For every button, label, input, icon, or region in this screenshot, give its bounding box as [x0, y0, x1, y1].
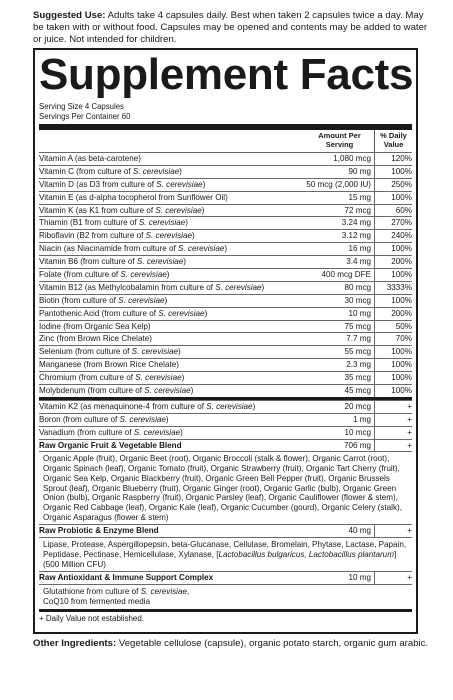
- nutrient-name: [39, 401, 305, 413]
- name-text: ): [202, 179, 206, 189]
- name-text: Niacin (as Niacinamide from culture of: [39, 244, 178, 254]
- name-text: Vitamin K (as K1 from culture of: [39, 205, 156, 215]
- nutrient-row: [39, 400, 412, 413]
- name-text: ): [190, 386, 194, 396]
- name-italic: S. cerevisiae: [138, 218, 186, 228]
- name-text: Vitamin D (as D3 from culture of: [39, 179, 157, 189]
- nutrient-name: [39, 230, 305, 242]
- nutrient-amount: 50 mcg (2,000 IU): [305, 179, 375, 191]
- nutrient-dv: 100%: [391, 270, 412, 280]
- nutrient-dv: 250%: [391, 179, 412, 189]
- nutrient-dv: 50%: [395, 321, 412, 331]
- nutrient-row: [39, 413, 412, 426]
- nutrient-dv: 120%: [391, 154, 412, 163]
- nutrient-dv: 100%: [391, 295, 412, 305]
- desc-italic: S. cerevisiae: [140, 587, 187, 597]
- name-italic: S. cerevisiae: [120, 270, 167, 280]
- name-italic: S. cerevisiae: [215, 282, 262, 292]
- nutrient-name: [39, 295, 305, 307]
- nutrient-name: [39, 153, 305, 165]
- name-text: ): [166, 270, 170, 280]
- nutrient-name: [39, 166, 305, 178]
- nutrient-amount: 2.3 mg: [305, 359, 375, 371]
- name-text: Vitamin E (as d-alpha tocopherol from Sunflower Oil): [39, 192, 228, 202]
- nutrient-name: [39, 308, 305, 320]
- nutrient-row: [39, 426, 412, 439]
- name-text: ): [201, 205, 205, 215]
- name-text: Thiamin (B1 from culture of: [39, 218, 139, 228]
- amount-header: Amount Per Serving: [305, 130, 375, 152]
- nutrient-amount: 35 mcg: [305, 372, 375, 384]
- name-text: ): [185, 218, 188, 228]
- nutrient-amount: 3.4 mg: [305, 256, 375, 268]
- blend-row: [39, 524, 412, 537]
- desc-italic: Lactobacillus bulgaricus, Lactobacillus plantarum: [218, 550, 394, 559]
- name-text: Biotin (from culture of: [39, 295, 119, 305]
- nutrient-amount: 7.7 mg: [305, 333, 375, 345]
- desc-text: CoQ10 from fermented media: [43, 597, 151, 606]
- nutrient-dv: 3333%: [386, 282, 412, 292]
- name-text: ): [261, 282, 265, 292]
- nutrient-row: [39, 320, 412, 333]
- nutrient-amount: 10 mg: [305, 308, 375, 320]
- nutrient-dv: 200%: [391, 257, 412, 267]
- nutrient-dv: +: [407, 526, 412, 536]
- nutrient-amount: 20 mcg: [305, 401, 375, 413]
- nutrient-row: [39, 332, 412, 345]
- name-text: ): [204, 308, 208, 318]
- nutrient-row: [39, 242, 412, 255]
- nutrient-dv: 100%: [391, 386, 412, 396]
- name-italic: S. cerevisiae: [155, 205, 202, 215]
- desc-text: Glutathione from culture of: [43, 587, 141, 597]
- suggested-use-label: Suggested Use:: [33, 10, 106, 21]
- nutrient-dv: 240%: [391, 231, 412, 241]
- name-text: Vanadium (from culture of: [39, 427, 134, 437]
- name-italic: S. cerevisiae: [136, 257, 184, 267]
- nutrient-amount: 3.24 mg: [305, 217, 375, 229]
- name-text: ): [179, 166, 182, 176]
- name-text: ): [252, 401, 256, 411]
- nutrient-amount: 45 mcg: [305, 385, 375, 397]
- nutrient-amount: 72 mcg: [305, 205, 375, 217]
- nutrient-amount: 40 mg: [305, 525, 375, 537]
- nutrient-dv: 100%: [391, 192, 412, 202]
- nutrient-name: Raw Probiotic & Enzyme Blend: [39, 526, 159, 536]
- desc-text: ] (500 Million CFU): [43, 550, 397, 569]
- nutrient-amount: 3.12 mg: [305, 230, 375, 242]
- nutrient-name: [39, 346, 305, 358]
- nutrient-name: [39, 205, 305, 217]
- nutrient-amount: 10 mg: [305, 572, 375, 584]
- nutrient-dv: 100%: [391, 360, 412, 370]
- name-text: Vitamin B12 (as Methylcobalamin from culture of: [39, 282, 216, 292]
- name-italic: S. cerevisiae: [132, 166, 180, 176]
- nutrient-row: [39, 165, 412, 178]
- nutrient-name: [39, 282, 305, 294]
- daily-value-header: % Daily Value: [380, 131, 407, 149]
- nutrient-row: [39, 204, 412, 217]
- nutrient-name: [39, 333, 305, 345]
- nutrient-amount: 15 mg: [305, 192, 375, 204]
- name-italic: S. cerevisiae: [119, 414, 166, 424]
- nutrient-name: [39, 256, 305, 268]
- suggested-use-text: Adults take 4 capsules daily. Best when taken 2 capsules twice a day. May be taken with or without food. Capsules may be opened and contents may be added to water or juice. Not intended for children.: [33, 10, 428, 45]
- nutrient-amount: 1,080 mcg: [305, 153, 375, 165]
- name-text: Vitamin B6 (from culture of: [39, 257, 137, 267]
- nutrient-row: [39, 216, 412, 229]
- name-italic: S. cerevisiae: [178, 244, 225, 254]
- nutrient-row: [39, 358, 412, 371]
- nutrient-row: [39, 152, 412, 165]
- nutrient-dv: 100%: [391, 373, 412, 383]
- name-text: ): [224, 244, 228, 254]
- serving-size: Serving Size 4 Capsules: [39, 102, 124, 111]
- nutrient-amount: 400 mcg DFE: [305, 269, 375, 281]
- blend-row: [39, 571, 412, 584]
- name-text: Molybdenum (from culture of: [39, 386, 145, 396]
- nutrient-name: Raw Antioxidant & Immune Support Complex: [39, 573, 214, 583]
- nutrient-name: [39, 243, 305, 255]
- name-text: ): [178, 347, 181, 357]
- nutrient-dv: +: [407, 427, 412, 437]
- nutrient-row: [39, 307, 412, 320]
- name-text: ): [181, 373, 185, 383]
- nutrient-amount: 16 mg: [305, 243, 375, 255]
- nutrient-name: [39, 414, 305, 426]
- other-ingredients-label: Other Ingredients:: [33, 638, 117, 649]
- name-italic: S. cerevisiae: [133, 427, 181, 437]
- nutrient-dv: 200%: [391, 308, 412, 318]
- nutrient-row: [39, 371, 412, 384]
- nutrient-group-secondary: [39, 400, 412, 439]
- nutrient-amount: 1 mg: [305, 414, 375, 426]
- name-text: ): [180, 427, 183, 437]
- blend-row: [39, 439, 412, 452]
- servings-per-container: Servings Per Container 60: [39, 111, 131, 121]
- column-headers: [39, 130, 412, 152]
- nutrient-row: [39, 255, 412, 268]
- nutrient-dv: 100%: [391, 166, 412, 176]
- other-ingredients-text: Vegetable cellulose (capsule), organic potato starch, organic gum arabic.: [118, 638, 429, 649]
- nutrient-name: [39, 427, 305, 439]
- nutrient-name: [39, 359, 305, 371]
- nutrient-row: [39, 384, 412, 397]
- nutrient-dv: +: [407, 401, 412, 411]
- name-text: ): [183, 257, 186, 267]
- name-italic: S. cerevisiae: [131, 347, 179, 357]
- nutrient-row: [39, 281, 412, 294]
- nutrient-dv: +: [407, 414, 412, 424]
- nutrient-amount: 90 mg: [305, 166, 375, 178]
- nutrient-row: [39, 191, 412, 204]
- nutrient-row: [39, 294, 412, 307]
- nutrient-name: [39, 385, 305, 397]
- name-italic: S. cerevisiae: [135, 373, 182, 383]
- nutrient-row: [39, 229, 412, 242]
- nutrient-dv: 60%: [395, 205, 412, 215]
- name-text: Zinc (from Brown Rice Chelate): [39, 334, 152, 344]
- name-text: Riboflavin (B2 from culture of: [39, 231, 146, 241]
- nutrient-dv: 70%: [395, 334, 412, 344]
- other-ingredients: [33, 638, 433, 650]
- nutrient-name: [39, 269, 305, 281]
- nutrient-dv: 100%: [391, 347, 412, 357]
- name-italic: S. cerevisiae: [206, 401, 253, 411]
- nutrient-amount: 10 mcg: [305, 427, 375, 439]
- nutrient-amount: 80 mcg: [305, 282, 375, 294]
- name-italic: S. cerevisiae: [145, 231, 192, 241]
- name-italic: S. cerevisiae: [156, 179, 203, 189]
- name-italic: S. cerevisiae: [118, 295, 165, 305]
- nutrient-amount: 55 mcg: [305, 346, 375, 358]
- nutrient-name: Raw Organic Fruit & Vegetable Blend: [39, 440, 182, 450]
- nutrient-dv: +: [407, 573, 412, 583]
- name-text: ): [164, 295, 168, 305]
- name-text: Vitamin C (from culture of: [39, 166, 133, 176]
- name-text: Folate (from culture of: [39, 270, 121, 280]
- supplement-facts-panel: [33, 48, 418, 634]
- panel-title: Supplement Facts: [39, 50, 414, 99]
- name-text: ): [165, 414, 169, 424]
- nutrient-amount: 706 mg: [305, 440, 375, 452]
- nutrient-dv: 270%: [391, 218, 412, 228]
- desc-text: ,: [186, 587, 190, 597]
- nutrient-dv: 100%: [391, 244, 412, 254]
- footnote: + Daily Value not established.: [39, 609, 412, 625]
- nutrient-row: [39, 268, 412, 281]
- nutrient-dv: +: [407, 440, 412, 450]
- nutrient-name: [39, 372, 305, 384]
- name-text: ): [191, 231, 195, 241]
- name-text: Vitamin A (as beta-carotene): [39, 154, 141, 163]
- name-text: Chromium (from culture of: [39, 373, 136, 383]
- name-text: Iodine (from Organic Sea Kelp): [39, 321, 151, 331]
- nutrient-name: [39, 179, 305, 191]
- name-italic: S. cerevisiae: [158, 308, 205, 318]
- blend-description: [39, 537, 412, 571]
- name-text: Boron (from culture of: [39, 414, 120, 424]
- blend-description: [39, 584, 412, 608]
- name-text: Selenium (from culture of: [39, 347, 132, 357]
- nutrient-row: [39, 345, 412, 358]
- desc-text: Lipase, Protease, Aspergillopepsin, beta-Glucanase, Cellulase, Bromelain, Phytase, Lactase, Papain, Peptidase, Pectinase, Hemicellulase, Xylanase, [: [43, 540, 407, 559]
- nutrient-name: [39, 217, 305, 229]
- name-text: Manganese (from Brown Rice Chelate): [39, 360, 179, 370]
- blend-description: Organic Apple (fruit), Organic Beet (root), Organic Broccoli (stalk & flower), Organic Carrot (root), Organic Spinach (leaf), Organic Tomato (fruit), Organic Strawberry (fruit), Organic Tart Cherry (fruit), Organic Sea Kelp, Organic Blackberry (fruit), Organic Green Bell Pepper (fruit), Organic Brussels Sprout (leaf), Organic Blueberry (fruit), Organic Ginger (root), Organic Garlic (bulb), Organic Green Onion (bulb), Organic Raspberry (fruit), Organic Parsley (leaf), Organic Cauliflower (flower & stem), Organic Red Cabbage (leaf), Organic Kale (leaf), Organic Cucumber (gourd), Organic Celery (stalk), Organic Asparagus (flower & stem): [39, 451, 412, 524]
- nutrient-amount: 30 mcg: [305, 295, 375, 307]
- nutrient-name: [39, 192, 305, 204]
- nutrient-amount: 75 mcg: [305, 321, 375, 333]
- name-text: Pantothenic Acid (from culture of: [39, 308, 159, 318]
- name-italic: S. cerevisiae: [144, 386, 191, 396]
- suggested-use: [33, 10, 428, 46]
- nutrient-group-primary: [39, 152, 412, 397]
- name-text: Vitamin K2 (as menaquinone-4 from culture of: [39, 401, 207, 411]
- nutrient-name: [39, 321, 305, 333]
- nutrient-row: [39, 178, 412, 191]
